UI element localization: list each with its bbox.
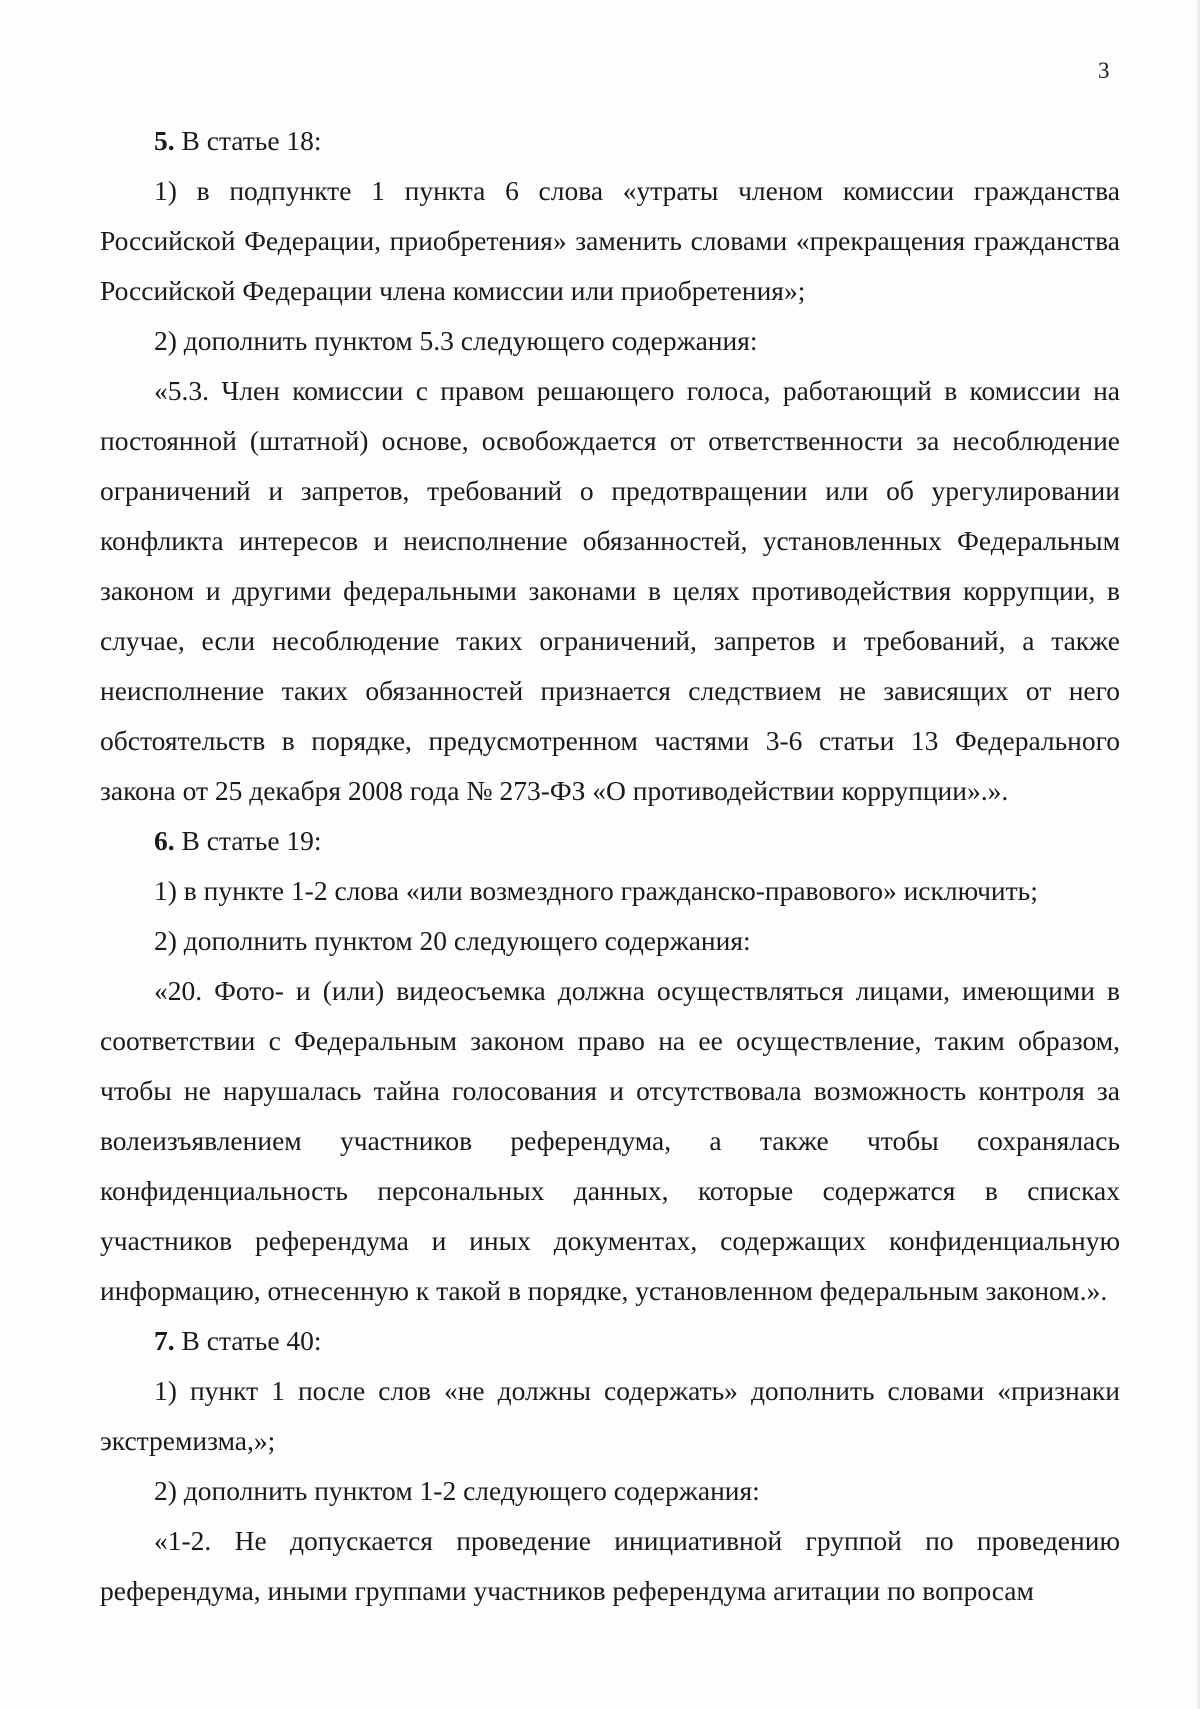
item-number: 7.: [154, 1325, 175, 1356]
paragraph: 1) в пункте 1-2 слова «или возмездного гражданско-правового» исключить;: [154, 875, 1038, 906]
scan-edge: [1196, 0, 1200, 1709]
paragraph: 2) дополнить пунктом 20 следующего содержания:: [154, 925, 751, 956]
article-18-heading: [100, 116, 1120, 166]
paragraph: 1) пункт 1 после слов «не должны содержать» дополнить словами «признаки экстремизма,»;: [100, 1375, 1120, 1456]
document-body: [100, 116, 1120, 1616]
paragraph: 2) дополнить пунктом 5.3 следующего содержания:: [154, 325, 758, 356]
article-19-heading: [100, 816, 1120, 866]
paragraph-text: В статье 18:: [174, 125, 322, 156]
item-number: 5.: [154, 125, 175, 156]
paragraph: «5.3. Член комиссии с правом решающего голоса, работающий в комиссии на постоянной (штатной) основе, освобождается от ответственности за несоблюдение ограничений и запретов, требований о предотвращении или об урегулировании конфликта интересов и неисполнение обязанностей, установленных Федеральным законом и другими федеральными законами в целях противодействия коррупции, в случае, если несоблюдение таких ограничений, запретов и требований, а также неисполнение таких обязанностей признается следствием не зависящих от него обстоятельств в порядке, предусмотренном частями 3-6 статьи 13 Федерального закона от 25 декабря 2008 года № 273-ФЗ «О противодействии коррупции».».: [100, 375, 1120, 806]
paragraph: 2) дополнить пунктом 1-2 следующего содержания:: [154, 1475, 760, 1506]
paragraph: «1-2. Не допускается проведение инициативной группой по проведению референдума, иными группами участников референдума агитации по вопросам: [100, 1525, 1120, 1606]
article-40-heading: [100, 1316, 1120, 1366]
paragraph-text: В статье 40:: [174, 1325, 322, 1356]
paragraph: «20. Фото- и (или) видеосъемка должна осуществляться лицами, имеющими в соответствии с Федеральным законом право на ее осуществление, таким образом, чтобы не нарушалась тайна голосования и отсутствовала возможность контроля за волеизъявлением участников референдума, а также чтобы сохранялась конфиденциальность персональных данных, которые содержатся в списках участников референдума и иных документах, содержащих конфиденциальную информацию, отнесенную к такой в порядке, установленном федеральным законом.».: [100, 975, 1120, 1306]
paragraph: 1) в подпункте 1 пункта 6 слова «утраты членом комиссии гражданства Российской Федерации, приобретения» заменить словами «прекращения гражданства Российской Федерации члена комиссии или приобретения»;: [100, 175, 1120, 306]
item-number: 6.: [154, 825, 175, 856]
page-number: 3: [1098, 58, 1110, 83]
paragraph-text: В статье 19:: [174, 825, 322, 856]
